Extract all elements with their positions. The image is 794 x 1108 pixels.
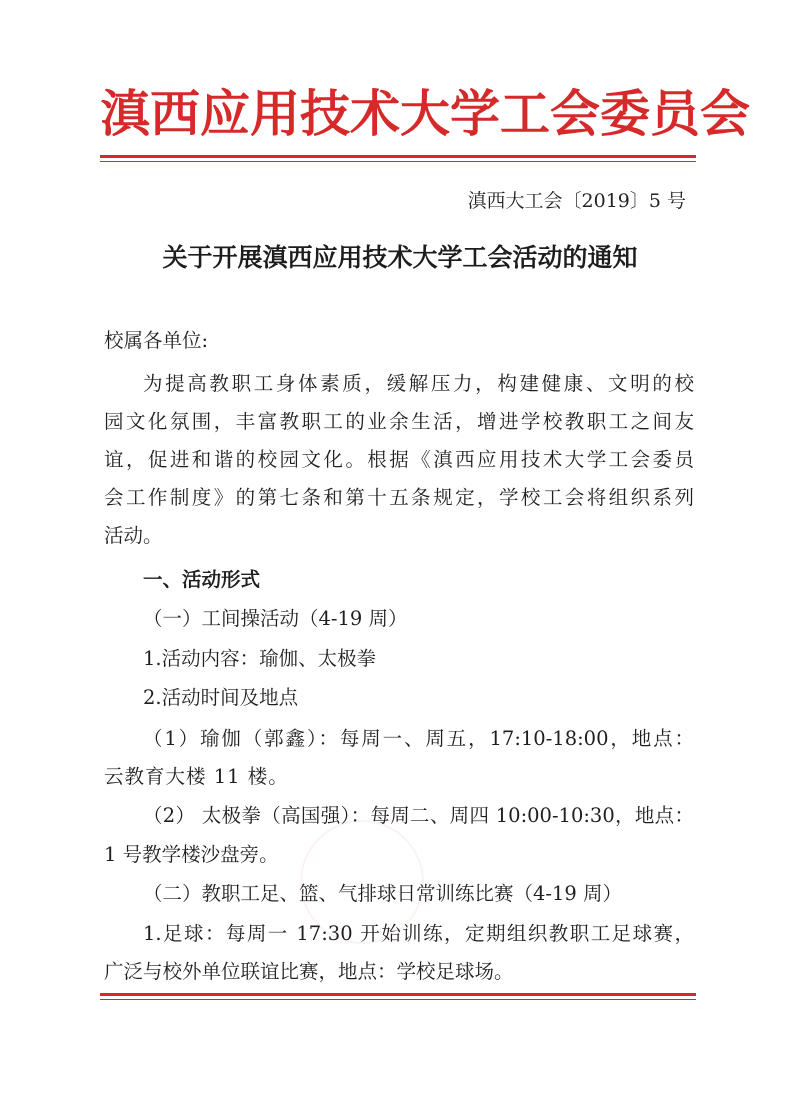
footer-red-rule-thin [100, 999, 696, 1000]
subsection-heading: （二）教职工足、篮、气排球日常训练比赛（4-19 周） [143, 882, 623, 905]
list-item: 1.活动内容：瑜伽、太极拳 [143, 647, 377, 670]
intro-line: 谊，促进和谐的校园文化。根据《滇西应用技术大学工会委员 [104, 448, 694, 471]
schedule-line: 1 号教学楼沙盘旁。 [104, 843, 279, 866]
faint-seal-mark [300, 820, 424, 944]
intro-line: 为提高教职工身体素质，缓解压力，构建健康、文明的校 [143, 372, 694, 395]
schedule-line: （1）瑜伽（郭鑫）：每周一、周五，17:10-18:00，地点： [143, 727, 694, 750]
header-red-rule-thick [100, 155, 696, 158]
schedule-line: 广泛与校外单位联谊比赛，地点：学校足球场。 [104, 960, 514, 983]
list-item: 2.活动时间及地点 [143, 686, 299, 709]
footer-red-rule-thick [100, 993, 696, 996]
header-red-rule-thin [100, 161, 696, 162]
intro-line: 活动。 [104, 524, 163, 547]
schedule-line: （2） 太极拳（高国强）：每周二、周四 10:00-10:30，地点： [143, 804, 694, 827]
organization-title: 滇西应用技术大学工会委员会 [100, 84, 750, 143]
intro-line: 会工作制度》的第七条和第十五条规定，学校工会将组织系列 [104, 486, 694, 509]
document-number: 滇西大工会〔2019〕5 号 [467, 190, 686, 212]
section-heading: 一、活动形式 [143, 568, 261, 591]
schedule-line: 云教育大楼 11 楼。 [104, 765, 289, 788]
salutation: 校属各单位: [104, 329, 209, 352]
intro-line: 园文化氛围，丰富教职工的业余生活，增进学校教职工之间友 [104, 410, 694, 433]
document-title: 关于开展滇西应用技术大学工会活动的通知 [162, 243, 638, 272]
subsection-heading: （一）工间操活动（4-19 周） [143, 607, 408, 630]
schedule-line: 1.足球：每周一 17:30 开始训练，定期组织教职工足球赛， [143, 922, 694, 945]
